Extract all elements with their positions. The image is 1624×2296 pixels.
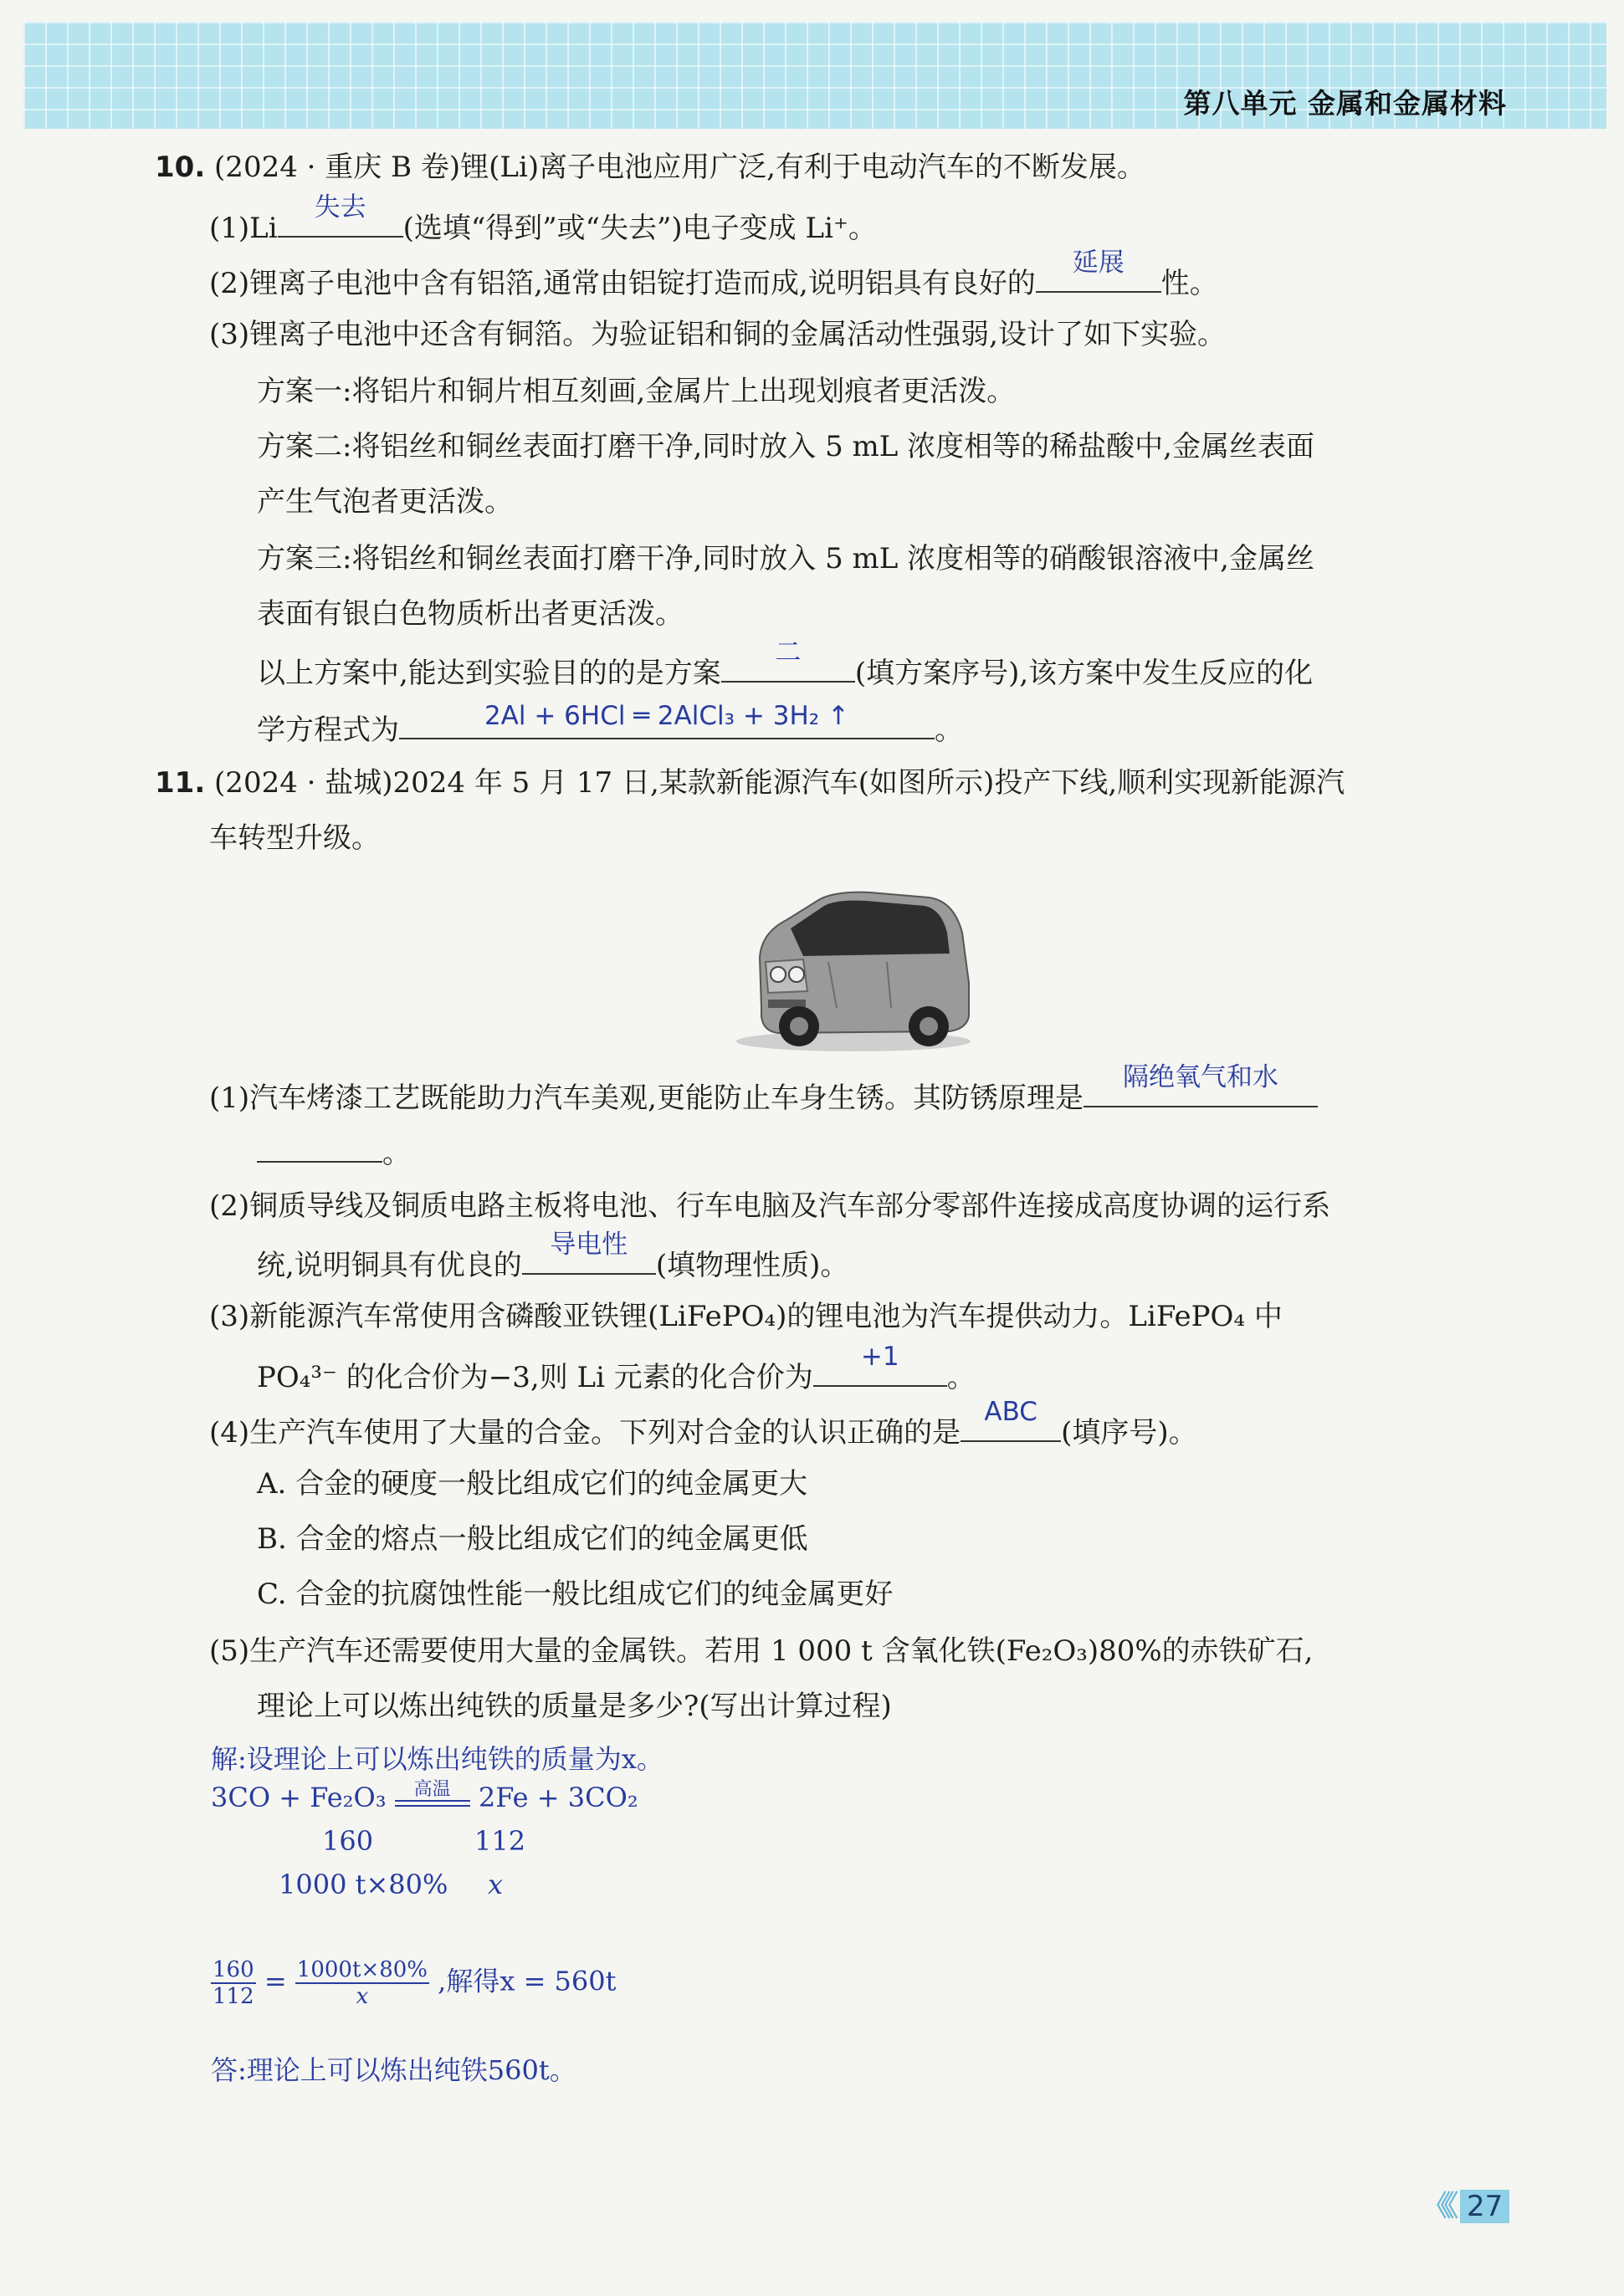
unknown-mass: x [488, 1869, 504, 1900]
q10-eq-blank[interactable] [399, 701, 935, 739]
q11-p3-answer: +1 [860, 1342, 899, 1372]
q11-part4 [209, 1397, 1197, 1451]
solution-result: ,解得x = 560t [438, 1965, 617, 1997]
q11-option-c: C. 合金的抗腐蚀性能一般比组成它们的纯金属更好 [257, 1578, 894, 1611]
solution-ratio [211, 1957, 617, 2009]
ratio-fraction-1 [211, 1957, 256, 2009]
q11-p4-text-after: (填序号)。 [1061, 1416, 1197, 1450]
ratio-equals: = [264, 1965, 295, 1997]
q10-p1-text: (1)Li [209, 212, 278, 245]
q10-p2-text-after: 性。 [1160, 267, 1218, 300]
q11-p1-blank-cont[interactable] [257, 1131, 382, 1163]
q10-part2 [209, 248, 1218, 302]
q11-p2-text: 统,说明铜具有优良的 [257, 1249, 522, 1282]
q10-eq-answer: 2Al + 6HCl ═ 2AlCl₃ + 3H₂ ↑ [484, 701, 850, 731]
q11-number: 11. [155, 766, 206, 800]
solution-equation [211, 1779, 638, 1813]
q10-eq-text-after: 。 [935, 713, 963, 747]
chapter-title: 第八单元 金属和金属材料 [1183, 87, 1507, 120]
q11-p3-text: PO₄³⁻ 的化合价为−3,则 Li 元素的化合价为 [257, 1361, 813, 1394]
q10-eq-text: 学方程式为 [257, 713, 399, 747]
q11-part5-b: 理论上可以炼出纯铁的质量是多少?(写出计算过程) [257, 1690, 892, 1723]
q10-plan2-a: 方案二:将铝丝和铜丝表面打磨干净,同时放入 5 mL 浓度相等的稀盐酸中,金属丝表面 [257, 430, 1314, 463]
q11-p4-text: (4)生产汽车使用了大量的合金。下列对合金的认识正确的是 [209, 1416, 961, 1450]
q10-p1-blank[interactable] [278, 192, 403, 238]
page-number [1422, 2183, 1514, 2223]
q11-part2-b [257, 1230, 849, 1284]
q11-p2-text-after: (填物理性质)。 [655, 1249, 849, 1282]
chevron-left-icon: 《《 [1422, 2190, 1452, 2223]
q10-plan2-b: 产生气泡者更活泼。 [257, 485, 513, 519]
solution-intro: 解:设理论上可以炼出纯铁的质量为x。 [211, 1743, 663, 1775]
q11-part1-cont [257, 1131, 411, 1172]
q11-part5-a: (5)生产汽车还需要使用大量的金属铁。若用 1 000 t 含氧化铁(Fe₂O₃)80%的赤铁矿石, [209, 1634, 1314, 1668]
q10-equation [257, 701, 963, 749]
solution-answer: 答:理论上可以炼出纯铁560t。 [211, 2054, 576, 2086]
q11-part3-a: (3)新能源汽车常使用含磷酸亚铁锂(LiFePO₄)的锂电池为汽车提供动力。LiFePO₄ 中 [209, 1300, 1283, 1333]
q11-p1-answer: 隔绝氧气和水 [1122, 1062, 1278, 1092]
q11-part3-b [257, 1342, 976, 1396]
given-mass: 1000 t×80% [279, 1869, 448, 1900]
equation-condition: 高温 [413, 1779, 451, 1800]
q10-part3: (3)锂离子电池中还含有铜箔。为验证铝和铜的金属活动性强弱,设计了如下实验。 [209, 318, 1226, 351]
q11-stem-a: (2024 · 盐城)2024 年 5 月 17 日,某款新能源汽车(如图所示)投产下线,顺利实现新能源汽 [214, 766, 1345, 800]
molar-mass-fe2o3: 160 [322, 1825, 374, 1857]
q11-p2-answer: 导电性 [550, 1230, 628, 1260]
ratio-den-2: x [356, 1984, 369, 2009]
q10-concl-text: 以上方案中,能达到实验目的的是方案 [257, 657, 721, 690]
q11-p1-blank[interactable] [1084, 1062, 1318, 1107]
q10-stem: (2024 · 重庆 B 卷)锂(Li)离子电池应用广泛,有利于电动汽车的不断发展。 [214, 151, 1145, 184]
molar-mass-fe: 112 [474, 1825, 526, 1857]
q10-p1-answer: 失去 [314, 192, 366, 222]
q10-p2-blank[interactable] [1036, 248, 1161, 293]
q10-p2-text: (2)锂离子电池中含有铝箔,通常由铝锭打造而成,说明铝具有良好的 [209, 267, 1036, 300]
q11-part2-a: (2)铜质导线及铜质电路主板将电池、行车电脑及汽车部分零部件连接成高度协调的运行系 [209, 1189, 1331, 1223]
q10-plan3-a: 方案三:将铝丝和铜丝表面打磨干净,同时放入 5 mL 浓度相等的硝酸银溶液中,金属丝 [257, 542, 1314, 575]
q10-concl-text-after: (填方案序号),该方案中发生反应的化 [854, 657, 1314, 690]
q11-p4-answer: ABC [984, 1397, 1037, 1427]
q11-p1-text-after: 。 [382, 1137, 411, 1170]
car-illustration [728, 882, 979, 1058]
equation-right: 2Fe + 3CO₂ [478, 1782, 638, 1813]
q11-stem-line [155, 764, 1345, 801]
q10-p1-text-after: (选填“得到”或“失去”)电子变成 Li⁺。 [402, 212, 877, 245]
q11-p3-blank[interactable] [813, 1342, 947, 1387]
q10-part1 [209, 192, 877, 247]
q11-part1 [209, 1062, 1318, 1117]
equation-left: 3CO + Fe₂O₃ [211, 1782, 387, 1813]
q11-p1-text: (1)汽车烤漆工艺既能助力汽车美观,更能防止车身生锈。其防锈原理是 [209, 1082, 1084, 1115]
q11-option-b: B. 合金的熔点一般比组成它们的纯金属更低 [257, 1522, 808, 1556]
q11-stem-b: 车转型升级。 [209, 821, 380, 855]
q11-p2-blank[interactable] [522, 1230, 656, 1275]
q10-p2-answer: 延展 [1072, 248, 1125, 278]
q10-concl-blank[interactable] [721, 637, 855, 683]
q10-plan1: 方案一:将铝片和铜片相互刻画,金属片上出现划痕者更活泼。 [257, 375, 1016, 408]
ratio-den-1: 112 [213, 1984, 254, 2009]
q11-p3-text-after: 。 [946, 1361, 976, 1394]
q11-option-a: A. 合金的硬度一般比组成它们的纯金属更大 [257, 1467, 808, 1501]
q10-number: 10. [155, 151, 206, 184]
q11-p4-blank[interactable] [961, 1397, 1061, 1442]
equation-arrow [395, 1779, 470, 1807]
ratio-fraction-2 [295, 1957, 429, 2009]
q10-conclusion [257, 637, 1314, 692]
q10-plan3-b: 表面有银白色物质析出者更活泼。 [257, 597, 684, 631]
ratio-num-1: 160 [213, 1957, 254, 1982]
q10-concl-answer: 二 [775, 637, 802, 667]
q10-stem-line [155, 149, 1145, 186]
car-image [728, 882, 979, 1058]
ratio-num-2: 1000t×80% [296, 1957, 428, 1982]
page-number-value: 27 [1460, 2190, 1509, 2223]
